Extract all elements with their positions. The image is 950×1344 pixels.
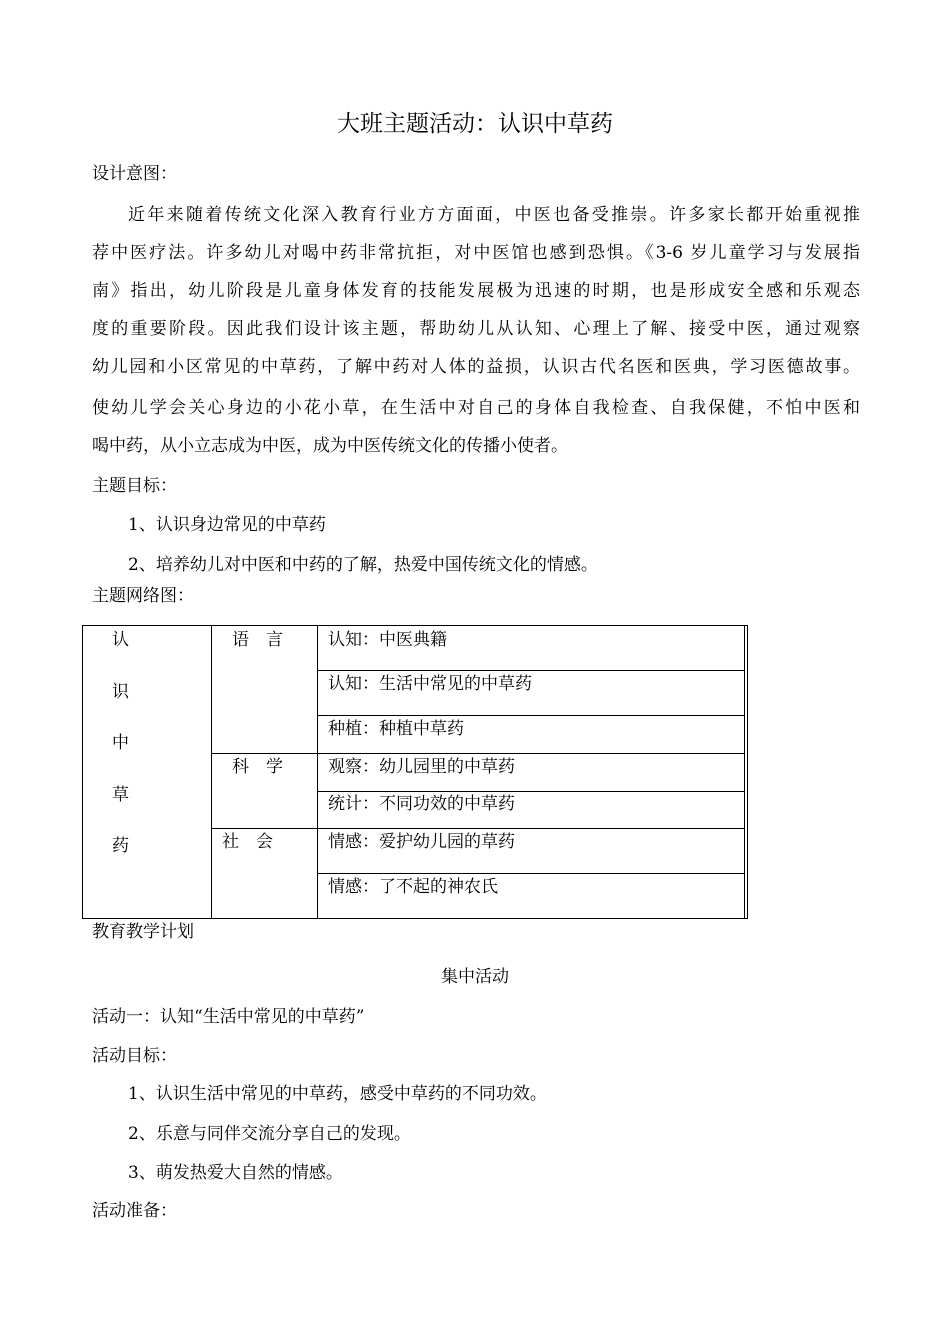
domain-label: 语 言 [232,630,283,650]
activity-cell: 情感：爱护幼儿园的草药 [328,832,515,852]
page-title: 大班主题活动：认识中草药 [337,111,613,137]
root-char: 药 [112,836,129,856]
paragraph-line: 幼儿园和小区常见的中草药，了解中药对人体的益损，认识古代名医和医典，学习医德故事。 [92,357,860,377]
activity-goal-item: 1、认识生活中常见的中草药，感受中草药的不同功效。 [128,1084,547,1104]
activity-title: 活动一：认知“生活中常见的中草药” [92,1007,365,1027]
paragraph-line: 荐中医疗法。许多幼儿对喝中药非常抗拒，对中医馆也感到恐惧。《3-6 岁儿童学习与发展指 [92,243,860,263]
goal-item: 1、认识身边常见的中草药 [128,515,326,535]
table-border-bottom [82,918,748,919]
activity-cell: 统计：不同功效的中草药 [328,794,515,814]
activity-cell: 种植：种植中草药 [328,719,464,739]
activity-goal-item: 2、乐意与同伴交流分享自己的发现。 [128,1124,411,1144]
activity-goals-heading: 活动目标： [92,1046,177,1066]
network-heading: 主题网络图： [92,586,194,606]
table-row-divider [317,715,745,716]
domain-label: 科 学 [232,757,283,777]
table-row-divider [317,791,745,792]
paragraph-line: 度的重要阶段。因此我们设计该主题，帮助幼儿从认知、心理上了解、接受中医，通过观察 [92,319,860,339]
table-row-divider [317,873,745,874]
paragraph-line: 使幼儿学会关心身边的小花小草，在生活中对自己的身体自我检查、自我保健，不怕中医和 [92,398,860,418]
root-char: 识 [112,682,129,702]
domain-label: 社 会 [222,832,273,852]
table-border-left [82,625,83,919]
activity-prep-heading: 活动准备： [92,1201,177,1221]
activity-cell: 观察：幼儿园里的中草药 [328,757,515,777]
root-char: 中 [112,733,129,753]
root-char: 草 [112,785,129,805]
activity-goal-item: 3、萌发热爱大自然的情感。 [128,1163,343,1183]
table-row-divider [211,753,318,754]
paragraph-line: 近年来随着传统文化深入教育行业方方面面，中医也备受推崇。许多家长都开始重视推 [128,205,860,225]
table-row-divider [317,753,745,754]
table-border-top [82,625,748,626]
paragraph-line: 喝中药，从小立志成为中医，成为中医传统文化的传播小使者。 [92,436,568,456]
goal-item: 2、培养幼儿对中医和中药的了解，热爱中国传统文化的情感。 [128,555,598,575]
goals-heading: 主题目标： [92,476,177,496]
theme-network-table [82,625,748,919]
plan-subheading: 集中活动 [441,967,509,987]
activity-cell: 认知：生活中常见的中草药 [328,674,532,694]
paragraph-line: 南》指出，幼儿阶段是儿童身体发育的技能发展极为迅速的时期，也是形成安全感和乐观态 [92,281,860,301]
table-col-divider [211,625,212,919]
root-char: 认 [112,630,129,650]
design-intent-heading: 设计意图： [92,164,177,184]
table-row-divider [317,670,745,671]
activity-cell: 认知：中医典籍 [328,630,447,650]
plan-heading: 教育教学计划 [92,922,194,942]
activity-cell: 情感：了不起的神农氏 [328,877,498,897]
table-row-divider [317,828,745,829]
table-row-divider [211,828,318,829]
table-border-right-double [747,625,748,919]
